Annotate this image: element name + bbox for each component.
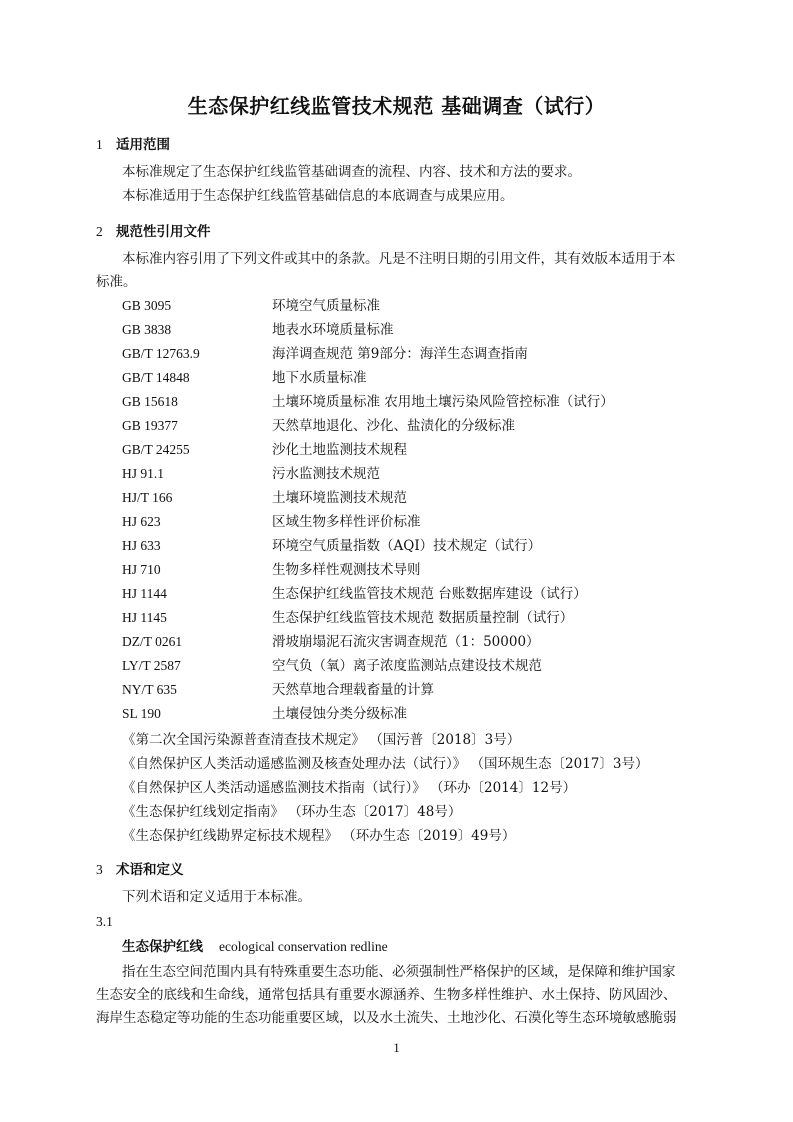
reference-code: HJ/T 166 (122, 490, 173, 505)
reference-code: HJ 1145 (122, 610, 167, 625)
document-title: 生态保护红线监管技术规范 基础调查（试行） (187, 94, 606, 118)
reference-code: HJ 710 (122, 562, 161, 577)
reference-title: 环境空气质量标准 (272, 298, 380, 314)
reference-title: 土壤环境质量标准 农用地土壤污染风险管控标准（试行） (272, 394, 614, 410)
reference-code: HJ 91.1 (122, 466, 165, 481)
section-3-title: 术语和定义 (116, 862, 184, 878)
reference-code: NY/T 635 (122, 682, 177, 697)
reference-title: 天然草地合理载畜量的计算 (272, 682, 434, 698)
section-2-number: 2 (96, 224, 103, 239)
reference-title: 地下水质量标准 (272, 370, 367, 386)
definition-line-1: 指在生态空间范围内具有特殊重要生态功能、必须强制性严格保护的区域，是保障和维护国家 (122, 964, 676, 980)
reference-title: 土壤侵蚀分类分级标准 (272, 706, 407, 722)
section-1-heading (96, 136, 170, 154)
page-number: 1 (393, 1040, 400, 1055)
section-2-intro-line-1: 本标准内容引用了下列文件或其中的条款。凡是不注明日期的引用文件，其有效版本适用于本 (122, 251, 676, 267)
clause-3-1-number: 3.1 (96, 914, 113, 929)
reference-title: 空气负（氧）离子浓度监测站点建设技术规范 (272, 658, 542, 674)
reference-code: GB 19377 (122, 418, 178, 433)
reference-title: 生物多样性观测技术导则 (272, 562, 421, 578)
reference-title: 海洋调查规范 第9部分：海洋生态调查指南 (272, 346, 528, 362)
reference-title: 环境空气质量指数（AQI）技术规定（试行） (272, 538, 542, 554)
reference-title: 生态保护红线监管技术规范 台账数据库建设（试行） (272, 586, 587, 602)
policy-document-item: 《生态保护红线勘界定标技术规程》 （环办生态〔2019〕49号） (122, 828, 516, 844)
term-chinese: 生态保护红线 (122, 939, 203, 955)
section-1-paragraph-2: 本标准适用于生态保护红线监管基础信息的本底调查与成果应用。 (122, 188, 514, 204)
definition-line-3: 海岸生态稳定等功能的生态功能重要区域，以及水土流失、土地沙化、石漠化等生态环境敏感脆弱 (96, 1010, 677, 1026)
section-2-intro-line-2: 标准。 (96, 274, 137, 290)
reference-title: 天然草地退化、沙化、盐渍化的分级标准 (272, 418, 515, 434)
definition-line-2: 生态安全的底线和生命线，通常包括具有重要水源涵养、生物多样性维护、水土保持、防风固沙、 (96, 987, 677, 1003)
policy-document-item: 《生态保护红线划定指南》 （环办生态〔2017〕48号） (122, 804, 462, 820)
term-entry (122, 938, 388, 956)
section-2-heading (96, 223, 211, 241)
reference-code: SL 190 (122, 706, 161, 721)
reference-code: GB 15618 (122, 394, 178, 409)
reference-title: 地表水环境质量标准 (272, 322, 394, 338)
section-3-intro: 下列术语和定义适用于本标准。 (122, 889, 311, 905)
reference-code: GB/T 14848 (122, 370, 190, 385)
section-3-heading (96, 861, 184, 879)
term-english: ecological conservation redline (219, 939, 388, 954)
reference-title: 滑坡崩塌泥石流灾害调查规范（1：50000） (272, 634, 540, 650)
reference-title: 区域生物多样性评价标准 (272, 514, 421, 530)
reference-title: 生态保护红线监管技术规范 数据质量控制（试行） (272, 610, 574, 626)
reference-code: GB/T 12763.9 (122, 346, 200, 361)
policy-document-item: 《第二次全国污染源普查清查技术规定》 （国污普〔2018〕3号） (122, 732, 521, 748)
policy-document-item: 《自然保护区人类活动遥感监测及核查处理办法（试行）》 （国环规生态〔2017〕3号） (122, 756, 649, 772)
reference-code: LY/T 2587 (122, 658, 181, 673)
reference-code: HJ 1144 (122, 586, 167, 601)
reference-code: GB 3838 (122, 322, 172, 337)
policy-document-item: 《自然保护区人类活动遥感监测技术指南（试行）》 （环办〔2014〕12号） (122, 780, 577, 796)
reference-code: DZ/T 0261 (122, 634, 183, 649)
reference-title: 沙化土地监测技术规程 (272, 442, 407, 458)
section-1-number: 1 (96, 137, 103, 152)
section-3-number: 3 (96, 862, 103, 877)
section-1-title: 适用范围 (116, 137, 170, 153)
reference-code: GB 3095 (122, 298, 172, 313)
reference-code: HJ 633 (122, 538, 161, 553)
section-2-title: 规范性引用文件 (116, 224, 211, 240)
reference-code: HJ 623 (122, 514, 161, 529)
reference-code: GB/T 24255 (122, 442, 190, 457)
reference-title: 土壤环境监测技术规范 (272, 490, 407, 506)
reference-title: 污水监测技术规范 (272, 466, 380, 482)
section-1-paragraph-1: 本标准规定了生态保护红线监管基础调查的流程、内容、技术和方法的要求。 (122, 164, 581, 180)
